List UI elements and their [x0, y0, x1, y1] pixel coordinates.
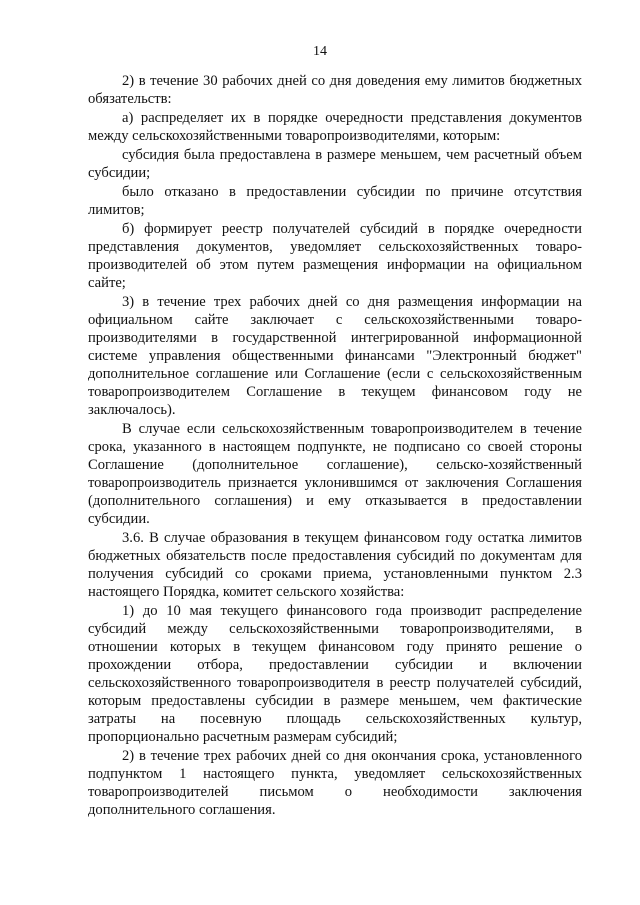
- document-body: [88, 72, 582, 820]
- page-number: 14: [313, 44, 327, 59]
- paragraph-subitem-a: а) распределяет их в порядке очередности представления документов между сельскохозяйственными товаропроизводителями, которым:: [88, 110, 582, 144]
- paragraph-item-2: 2) в течение 30 рабочих дней со дня доведения ему лимитов бюджетных обязательств:: [88, 73, 582, 107]
- paragraph-3-6-item-2: 2) в течение трех рабочих дней со дня окончания срока, установленного подпунктом 1 настоящего пункта, уведомляет сельскохозяйственных товаропроизводителей письмом о необходимости заключения дополнительного соглашения.: [88, 748, 582, 818]
- paragraph-3-6-item-1: 1) до 10 мая текущего финансового года производит распределение субсидий между сельскохозяйственными товаропроизводителями, в отношении которых в текущем финансовом году принято решение о прохождении отбора, предоставлении субсидии и включении сельскохозяйственного товаропроизводителя в реестр получателей субсидий, которым предоставлены субсидии в размере меньшем, чем фактические затраты на посевную площадь сельскохозяйственных культур, пропорционально расчетным размерам субсидий;: [88, 603, 582, 745]
- paragraph-evasion-case: В случае если сельскохозяйственным товаропроизводителем в течение срока, указанного в настоящем подпункте, не подписано со своей стороны Соглашение (дополнительное соглашение), сельско-хозяйственный товаропроизводитель признается уклонившимся от заключения Соглашения (дополнительного соглашения) и ему отказывается в предоставлении субсидии.: [88, 421, 582, 527]
- paragraph-section-3-6: 3.6. В случае образования в текущем финансовом году остатка лимитов бюджетных обязательств после предоставления субсидий по документам для получения субсидий со сроками приема, установленными пунктом 2.3 настоящего Порядка, комитет сельского хозяйства:: [88, 530, 582, 600]
- paragraph-subsidy-refused: было отказано в предоставлении субсидии по причине отсутствия лимитов;: [88, 184, 582, 218]
- paragraph-item-3: 3) в течение трех рабочих дней со дня размещения информации на официальном сайте заключает с сельскохозяйственными товаро-производителями в государственной интегрированной информационной системе управления общественными финансами "Электронный бюджет" дополнительное соглашение или Соглашение (если с сельскохозяйственным товаропроизводителем Соглашение в текущем финансовом году не заключалось).: [88, 294, 582, 418]
- paragraph-subitem-b: б) формирует реестр получателей субсидий в порядке очередности представления документов, уведомляет сельскохозяйственных товаро-производителей об этом путем размещения информации на официальном сайте;: [88, 221, 582, 291]
- paragraph-subsidy-smaller: субсидия была предоставлена в размере меньшем, чем расчетный объем субсидии;: [88, 147, 582, 181]
